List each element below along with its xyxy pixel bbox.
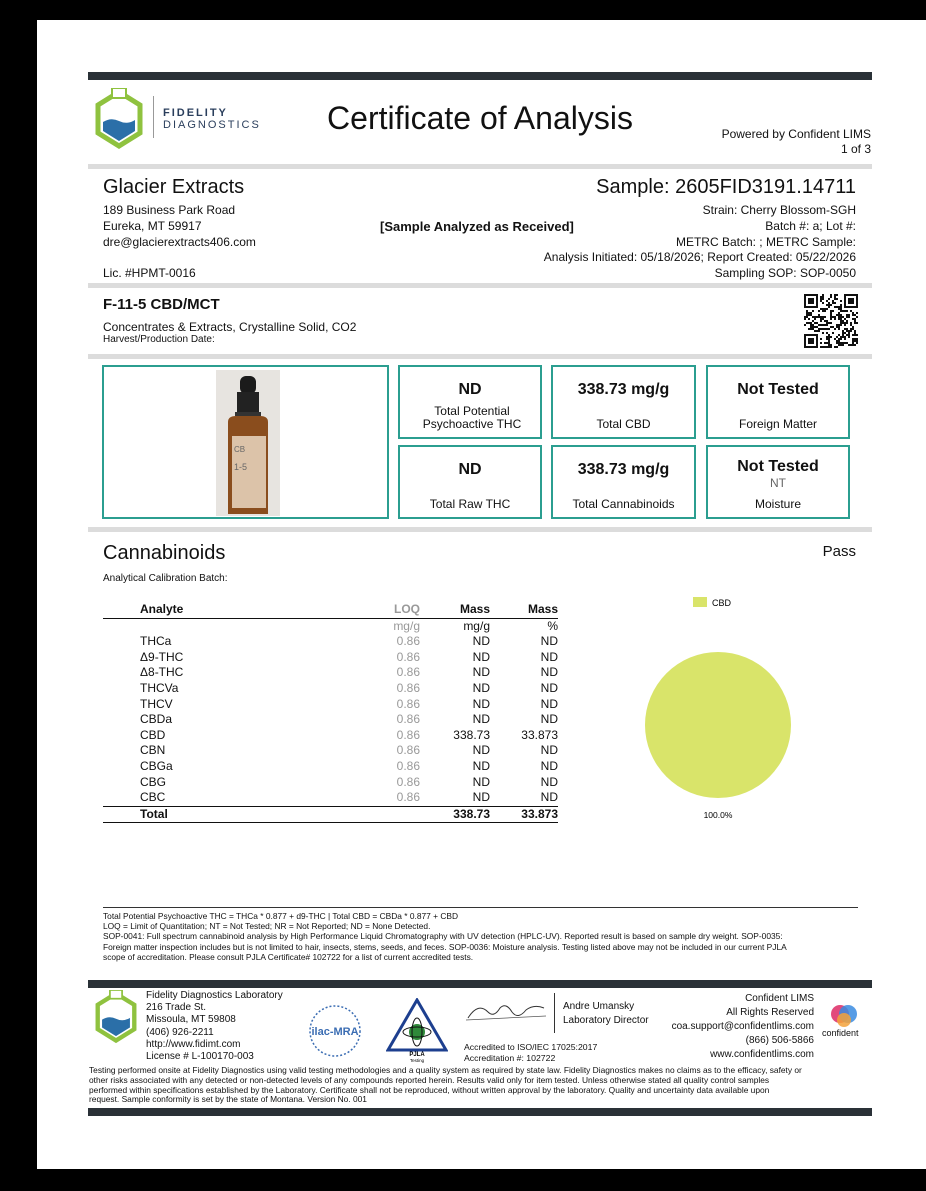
client-license: Lic. #HPMT-0016 — [103, 266, 196, 280]
analyte-loq: 0.86 — [396, 790, 420, 805]
analyzed-note: [Sample Analyzed as Received] — [380, 219, 574, 234]
pjla-logo-icon — [386, 998, 448, 1064]
raw-thc-label: Total Raw THC — [429, 497, 511, 511]
confident-rights: All Rights Reserved — [726, 1007, 814, 1018]
total-thc-card — [398, 365, 542, 439]
director-info — [563, 1000, 649, 1027]
table-row — [103, 634, 558, 650]
page-title: Certificate of Analysis — [327, 100, 633, 136]
accreditation-number: Accreditation #: 102722 — [464, 1052, 556, 1063]
total-thc-value: ND — [458, 381, 482, 398]
analyte-mass-mg: ND — [472, 774, 490, 789]
analyte-mass-pct: ND — [540, 680, 558, 695]
disclaimer-line: other risks associated with any detected or non-detected levels of any compounds reported herein. Results valid only for item tested. Unless otherwise stated all quality control samples — [89, 1074, 770, 1085]
total-cbd-value: 338.73 mg/g — [577, 381, 670, 398]
disclaimer-line: Testing performed onsite at Fidelity Diagnostics using valid testing methodologies and a quality system as required by state law. Fidelity Diagnostics makes no claims as to the efficacy, safety or — [89, 1065, 802, 1075]
accreditation-info — [464, 1042, 597, 1063]
ilac-text: ilac-MRA — [311, 1026, 359, 1038]
client-email: dre@glacierextracts406.com — [103, 235, 256, 249]
confident-email[interactable]: coa.support@confidentlims.com — [671, 1021, 814, 1032]
qr-code-icon — [804, 294, 858, 348]
note-line: LOQ = Limit of Quantitation; NT = Not Tested; NR = Not Reported; ND = None Detected. — [103, 921, 431, 932]
product-photo-frame — [102, 365, 389, 519]
total-mass-mg: 338.73 — [420, 806, 490, 823]
analyte-mass-mg: ND — [472, 680, 490, 695]
analyte-name: THCV — [140, 696, 173, 711]
logo-divider — [153, 96, 154, 138]
confident-logo-text: confident — [822, 1028, 859, 1038]
legend-label-cbd: CBD — [712, 598, 732, 608]
note-line: Foreign matter inspection includes but is not limited to hair, insects, stems, seeds, and feces. SOP-0036: Moisture analysis. Testing listed above may not be included in our current PJLA — [103, 941, 787, 952]
table-row — [103, 775, 558, 791]
analyte-mass-mg: ND — [472, 696, 490, 711]
sample-batch: Batch #: a; Lot #: — [765, 219, 856, 233]
ilac-mra-logo-icon — [304, 1004, 366, 1058]
analyte-name: Δ8-THC — [140, 665, 184, 680]
analyte-mass-pct: ND — [540, 774, 558, 789]
product-harvest: Harvest/Production Date: — [103, 334, 215, 345]
header-mass-mg: Mass — [420, 602, 490, 618]
moisture-card — [706, 445, 850, 519]
unit-loq: mg/g — [393, 618, 420, 633]
pjla-text: PJLA — [409, 1052, 425, 1058]
analyte-mass-pct: ND — [540, 649, 558, 664]
disclaimer-line: performed within specifications established by the Laboratory. Certificate shall not be reproduced, without written approval by the laboratory. Quality and uncertainty data available upon — [89, 1084, 770, 1095]
total-mass-pct: 33.873 — [490, 806, 558, 823]
total-label: Total — [103, 806, 355, 823]
svg-text:1-5: 1-5 — [234, 462, 248, 472]
legend-swatch-cbd — [693, 597, 707, 607]
lab-phone: (406) 926-2211 — [146, 1026, 214, 1038]
analyte-name: Δ9-THC — [140, 649, 184, 664]
analyte-loq: 0.86 — [396, 680, 420, 695]
analyte-mass-mg: ND — [472, 758, 490, 773]
lab-address2: Missoula, MT 59808 — [146, 1014, 236, 1026]
total-row — [103, 806, 558, 823]
table-row — [103, 712, 558, 728]
signature-divider — [554, 993, 555, 1033]
sample-metrc: METRC Batch: ; METRC Sample: — [675, 235, 856, 249]
note-line: SOP-0041: Full spectrum cannabinoid analysis by High Performance Liquid Chromatography with UV detection (HPLC-UV). Reported result is based on sample dry weight. SOP-0035: — [103, 931, 783, 942]
sample-id: Sample: 2605FID3191.14711 — [596, 176, 856, 198]
lab-url[interactable]: http://www.fidimt.com — [146, 1038, 241, 1050]
svg-text:CB: CB — [234, 445, 246, 454]
header-analyte: Analyte — [103, 602, 355, 618]
separator — [88, 354, 872, 359]
pie-data-label: 100.0% — [703, 810, 733, 820]
analyte-loq: 0.86 — [396, 634, 420, 649]
powered-by: Powered by Confident LIMS — [721, 127, 871, 141]
lab-info — [146, 990, 283, 1063]
analyte-mass-pct: ND — [540, 743, 558, 758]
cannabinoids-status: Pass — [822, 543, 856, 560]
table-row — [103, 790, 558, 806]
header-loq: LOQ — [355, 602, 420, 618]
raw-thc-card — [398, 445, 542, 519]
disclaimer-line: request. Sample conformity is set by the state of Montana. Version No. 001 — [89, 1094, 367, 1105]
table-row — [103, 681, 558, 697]
confident-url[interactable]: www.confidentlims.com — [710, 1049, 814, 1060]
analyte-loq: 0.86 — [396, 712, 420, 727]
lab-address1: 216 Trade St. — [146, 1002, 207, 1014]
analyte-name: CBGa — [140, 758, 173, 773]
client-address2: Eureka, MT 59917 — [103, 219, 202, 233]
page-number: 1 of 3 — [840, 142, 871, 156]
separator — [88, 164, 872, 169]
confident-info — [672, 992, 814, 1062]
notes-divider — [103, 907, 858, 908]
moisture-value: Not Tested — [737, 458, 819, 475]
analyte-mass-mg: ND — [472, 743, 490, 758]
total-cannabinoids-label: Total Cannabinoids — [572, 497, 675, 511]
analyte-loq: 0.86 — [396, 743, 420, 758]
director-name: Andre Umansky — [563, 1001, 635, 1012]
director-title: Laboratory Director — [563, 1014, 649, 1026]
unit-mass-mg: mg/g — [463, 618, 490, 633]
analyte-name: THCVa — [140, 680, 179, 695]
analyte-loq: 0.86 — [396, 665, 420, 680]
table-row — [103, 759, 558, 775]
director-signature — [464, 998, 548, 1026]
analyte-loq: 0.86 — [396, 696, 420, 711]
analyte-mass-mg: ND — [472, 649, 490, 664]
fidelity-flask-logo-icon — [94, 88, 144, 150]
raw-thc-value: ND — [458, 461, 482, 478]
confident-phone: (866) 506-5866 — [745, 1035, 814, 1046]
analyte-mass-pct: ND — [540, 665, 558, 680]
cannabinoid-pie-chart — [640, 590, 800, 830]
cannabinoids-table — [103, 602, 558, 823]
disclaimer — [89, 1066, 879, 1105]
header-mass-pct: Mass — [490, 602, 558, 618]
brand-line2: DIAGNOSTICS — [163, 119, 261, 131]
total-cbd-card — [551, 365, 696, 439]
analyte-mass-mg: ND — [472, 665, 490, 680]
table-row — [103, 743, 558, 759]
client-name: Glacier Extracts — [103, 176, 245, 198]
analyte-name: CBC — [140, 790, 166, 805]
analyte-name: CBD — [140, 727, 166, 742]
pie-slice-cbd — [645, 652, 791, 798]
sample-sop: Sampling SOP: SOP-0050 — [714, 266, 856, 280]
cannabinoids-title: Cannabinoids — [103, 542, 226, 564]
calibration-batch: Analytical Calibration Batch: — [103, 573, 228, 584]
sample-strain: Strain: Cherry Blossom-SGH — [702, 203, 856, 217]
top-bar — [88, 72, 872, 80]
analyte-loq: 0.86 — [396, 649, 420, 664]
total-cannabinoids-value: 338.73 mg/g — [577, 461, 670, 478]
accredited-text: Accredited to ISO/IEC 17025:2017 — [464, 1042, 598, 1052]
sample-dates: Analysis Initiated: 05/18/2026; Report Created: 05/22/2026 — [543, 250, 856, 264]
analyte-loq: 0.86 — [396, 758, 420, 773]
note-line: Total Potential Psychoactive THC = THCa * 0.877 + d9-THC | Total CBD = CBDa * 0.877 + CBD — [103, 911, 459, 921]
pjla-sub: Testing — [409, 1058, 425, 1063]
product-category: Concentrates & Extracts, Crystalline Solid, CO2 — [103, 320, 357, 334]
analyte-mass-pct: ND — [540, 758, 558, 773]
analyte-mass-mg: 338.73 — [453, 727, 490, 742]
client-address1: 189 Business Park Road — [103, 203, 236, 217]
lab-name: Fidelity Diagnostics Laboratory — [146, 990, 283, 1001]
total-thc-label: Total Potential Psychoactive THC — [422, 404, 522, 431]
separator — [88, 283, 872, 288]
confident-name: Confident LIMS — [745, 993, 814, 1004]
analyte-name: THCa — [140, 634, 172, 649]
analyte-mass-pct: ND — [540, 696, 558, 711]
bottom-bar — [88, 1108, 872, 1116]
moisture-sub: NT — [770, 476, 786, 490]
product-photo — [216, 370, 280, 516]
analyte-name: CBG — [140, 774, 167, 789]
table-row — [103, 650, 558, 666]
analyte-loq: 0.86 — [396, 774, 420, 789]
brand-line1: FIDELITY — [163, 107, 228, 119]
analyte-loq: 0.86 — [396, 727, 420, 742]
table-row — [103, 665, 558, 681]
confident-logo-icon — [829, 1001, 859, 1029]
footer-bar — [88, 980, 872, 988]
foreign-matter-card — [706, 365, 850, 439]
table-row — [103, 728, 558, 744]
foreign-matter-value: Not Tested — [737, 381, 819, 398]
separator — [88, 527, 872, 532]
lab-license: License # L-100170-003 — [146, 1051, 254, 1063]
analyte-name: CBDa — [140, 712, 173, 727]
product-name: F-11-5 CBD/MCT — [103, 296, 220, 313]
notes-block — [103, 911, 873, 962]
fidelity-flask-logo-icon — [94, 990, 138, 1044]
foreign-matter-label: Foreign Matter — [738, 417, 818, 431]
analyte-mass-pct: 33.873 — [521, 727, 558, 742]
moisture-label: Moisture — [754, 497, 801, 511]
total-loq — [355, 806, 420, 823]
table-row — [103, 697, 558, 713]
analyte-mass-pct: ND — [540, 634, 558, 649]
analyte-mass-mg: ND — [472, 790, 490, 805]
analyte-mass-mg: ND — [472, 712, 490, 727]
analyte-mass-pct: ND — [540, 790, 558, 805]
unit-mass-pct: % — [547, 618, 558, 633]
analyte-mass-pct: ND — [540, 712, 558, 727]
note-line: scope of accreditation. Please consult PJLA Certificate# 102722 for a list of current accredited tests. — [103, 951, 474, 962]
analyte-name: CBN — [140, 743, 166, 758]
analyte-mass-mg: ND — [472, 634, 490, 649]
total-cannabinoids-card — [551, 445, 696, 519]
total-cbd-label: Total CBD — [596, 417, 651, 431]
